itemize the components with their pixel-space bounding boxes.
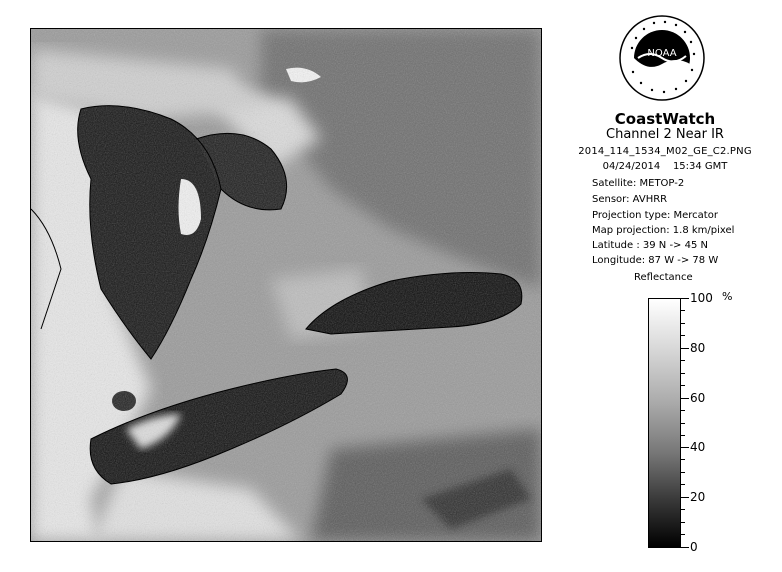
satellite-image <box>30 28 542 542</box>
colorbar-minor-tick <box>681 360 685 361</box>
colorbar-minor-tick <box>681 373 685 374</box>
colorbar-minor-tick <box>681 310 685 311</box>
colorbar-major-tick <box>681 447 689 448</box>
brand-title: CoastWatch <box>614 110 716 128</box>
colorbar-major-tick <box>681 398 689 399</box>
longitude-line: Longitude: 87 W -> 78 W <box>592 255 719 266</box>
colorbar-tick-label: 0 <box>690 540 698 554</box>
colorbar-major-tick <box>681 497 689 498</box>
channel-subtitle: Channel 2 Near IR <box>606 127 724 142</box>
colorbar-minor-tick <box>681 534 685 535</box>
colorbar-minor-tick <box>681 410 685 411</box>
date-value: 04/24/2014 <box>602 161 661 172</box>
colorbar-title: Reflectance <box>634 272 693 283</box>
colorbar-tick-label: 100 <box>690 291 713 305</box>
colorbar-minor-tick <box>681 459 685 460</box>
map-projection-line: Map projection: 1.8 km/pixel <box>592 225 735 236</box>
colorbar-minor-tick <box>681 484 685 485</box>
image-filename: 2014_114_1534_M02_GE_C2.PNG <box>578 146 752 157</box>
colorbar-major-tick <box>681 547 689 548</box>
colorbar-tick-label: 60 <box>690 391 706 405</box>
colorbar <box>648 298 681 548</box>
logo-center-text: NOAA <box>647 48 677 59</box>
colorbar-minor-tick <box>681 423 685 424</box>
noaa-logo <box>618 14 706 102</box>
colorbar-minor-tick <box>681 323 685 324</box>
date-time <box>560 161 770 172</box>
satellite-line: Satellite: METOP-2 <box>592 178 685 189</box>
time-value: 15:34 GMT <box>672 161 728 172</box>
latitude-line: Latitude : 39 N -> 45 N <box>592 240 708 251</box>
colorbar-major-tick <box>681 348 689 349</box>
colorbar-minor-tick <box>681 435 685 436</box>
sensor-line: Sensor: AVHRR <box>592 194 668 205</box>
colorbar-minor-tick <box>681 522 685 523</box>
colorbar-minor-tick <box>681 509 685 510</box>
colorbar-unit: % <box>722 290 733 303</box>
projection-type-line: Projection type: Mercator <box>592 210 718 221</box>
colorbar-tick-label: 20 <box>690 490 706 504</box>
colorbar-tick-label: 40 <box>690 440 706 454</box>
colorbar-tick-label: 80 <box>690 341 706 355</box>
colorbar-minor-tick <box>681 385 685 386</box>
colorbar-minor-tick <box>681 472 685 473</box>
colorbar-major-tick <box>681 298 689 299</box>
colorbar-minor-tick <box>681 335 685 336</box>
